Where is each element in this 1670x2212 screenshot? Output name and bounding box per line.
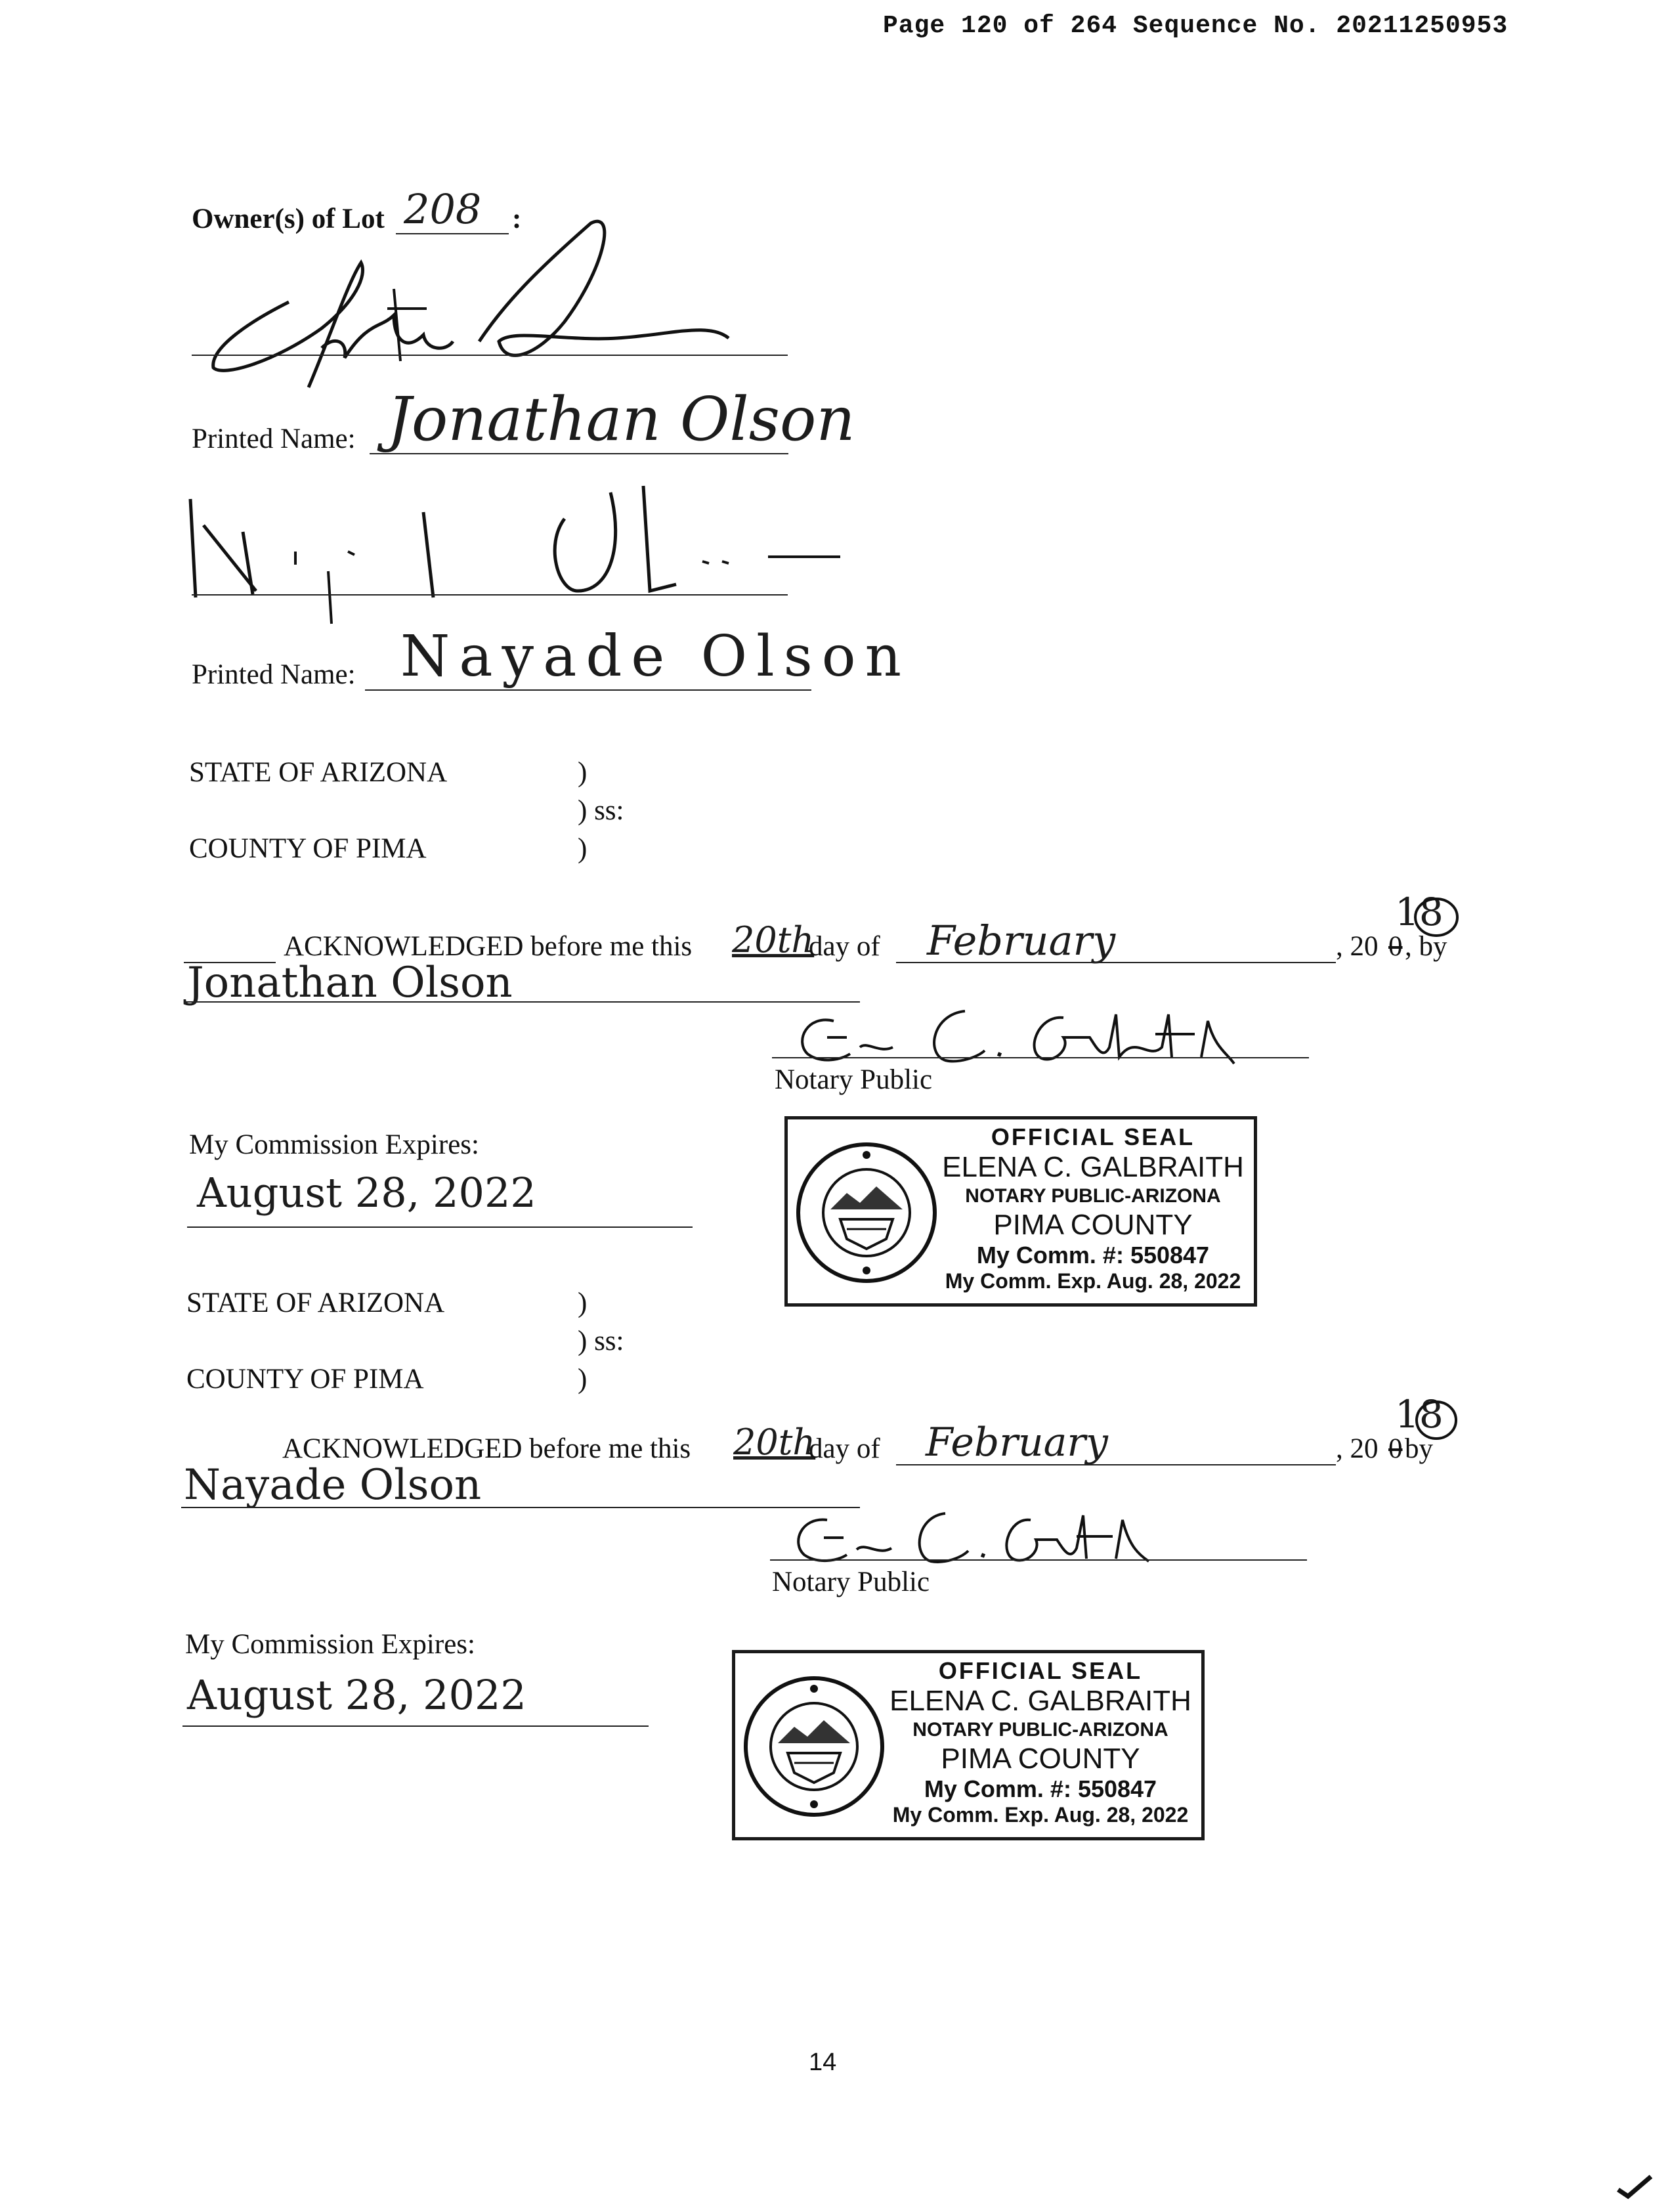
acknowledged-person-line-1 [184, 1001, 860, 1003]
notary-seal-2 [732, 1650, 1205, 1840]
owners-of-lot-label: Owner(s) of Lot [192, 204, 385, 234]
ack-year-suffix-1: , by [1405, 931, 1447, 962]
paren-3-2: ) [578, 1364, 588, 1395]
notary-public-label-1: Notary Public [775, 1064, 933, 1095]
seal-comm-no-2: My Comm. #: 550847 [924, 1775, 1157, 1802]
seal-name-2: ELENA C. GALBRAITH [889, 1685, 1191, 1717]
seal-comm-exp-1: My Comm. Exp. Aug. 28, 2022 [945, 1269, 1241, 1293]
ack-month-2: February [926, 1420, 1108, 1465]
commission-label-1: My Commission Expires: [189, 1129, 479, 1160]
county-label-2: COUNTY OF PIMA [186, 1364, 424, 1395]
ss-label-2: ) ss: [578, 1326, 624, 1356]
owner1-printed-name-line [370, 453, 788, 454]
owner2-signature [190, 473, 840, 630]
state-label-2: STATE OF ARIZONA [186, 1288, 445, 1318]
notary-signature-2 [788, 1504, 1155, 1572]
seal-name-1: ELENA C. GALBRAITH [942, 1151, 1244, 1183]
owner1-signature [197, 210, 788, 394]
seal-title-2: OFFICIAL SEAL [938, 1657, 1143, 1684]
ack-year-struck-1: 0 [1388, 931, 1403, 962]
owners-colon: : [512, 204, 522, 234]
notary-public-label-2: Notary Public [772, 1567, 930, 1597]
ack-month-line-1 [896, 962, 1336, 963]
commission-date-line-2 [182, 1725, 649, 1727]
owner2-printed-name: Nayade Olson [400, 624, 910, 689]
county-label-1: COUNTY OF PIMA [189, 833, 427, 864]
ack-month-line-2 [896, 1464, 1336, 1465]
notary-seal-1 [784, 1116, 1257, 1307]
page-number: 14 [809, 2049, 837, 2076]
paren-1-2: ) [578, 1288, 588, 1318]
ack-day-of-2: day of [809, 1433, 880, 1464]
owner1-printed-name: Jonathan Olson [387, 384, 855, 454]
arizona-state-seal-emblem [794, 1140, 939, 1285]
state-label-1: STATE OF ARIZONA [189, 757, 448, 788]
ss-label-1: ) ss: [578, 795, 624, 826]
ack-prefix-2: ACKNOWLEDGED before me this [282, 1433, 691, 1464]
notary-signature-line-2 [770, 1559, 1307, 1561]
lot-number: 208 [404, 185, 482, 233]
acknowledged-person-2: Nayade Olson [184, 1461, 482, 1509]
acknowledged-person-line-2 [181, 1507, 860, 1508]
ack-month-1: February [927, 917, 1116, 965]
seal-role-1: NOTARY PUBLIC-ARIZONA [965, 1185, 1221, 1207]
commission-date-2: August 28, 2022 [187, 1671, 526, 1719]
seal-county-1: PIMA COUNTY [993, 1209, 1193, 1241]
seal-comm-exp-2: My Comm. Exp. Aug. 28, 2022 [892, 1803, 1189, 1827]
owner2-printed-name-line [365, 689, 811, 691]
owner1-signature-line [192, 355, 788, 356]
checkmark-icon [1615, 2173, 1654, 2200]
acknowledged-person-1: Jonathan Olson [187, 959, 513, 1007]
ack-year-suffix-2: by [1405, 1433, 1433, 1464]
paren-1-1: ) [578, 757, 588, 788]
ack-day-2: 20th [733, 1421, 816, 1463]
ack-day-of-1: day of [809, 931, 880, 962]
seal-role-2: NOTARY PUBLIC-ARIZONA [912, 1719, 1168, 1741]
page-header: Page 120 of 264 Sequence No. 20211250953 [883, 12, 1509, 40]
paren-3-1: ) [578, 833, 588, 864]
ack-year-prefix-1: , 20 [1336, 931, 1379, 962]
commission-date-1: August 28, 2022 [197, 1169, 536, 1217]
ack-prefix-1: ACKNOWLEDGED before me this [284, 931, 693, 962]
seal-comm-no-1: My Comm. #: 550847 [976, 1242, 1210, 1269]
notary-signature-1 [788, 1001, 1234, 1073]
ack-year-prefix-2: , 20 [1336, 1433, 1379, 1464]
year-correction-1: 18 [1395, 890, 1444, 934]
year-correction-2: 18 [1395, 1392, 1444, 1437]
ack-day-1: 20th [732, 919, 815, 961]
commission-date-line-1 [187, 1226, 693, 1228]
commission-label-2: My Commission Expires: [185, 1629, 475, 1660]
arizona-state-seal-emblem [742, 1674, 886, 1819]
seal-county-2: PIMA COUNTY [941, 1743, 1140, 1775]
owner2-signature-line [192, 594, 788, 596]
ack-year-struck-2: 0 [1388, 1433, 1403, 1464]
printed-name-label-1: Printed Name: [192, 423, 356, 454]
seal-title-1: OFFICIAL SEAL [991, 1123, 1195, 1150]
notary-signature-line-1 [772, 1057, 1309, 1058]
printed-name-label-2: Printed Name: [192, 659, 356, 690]
